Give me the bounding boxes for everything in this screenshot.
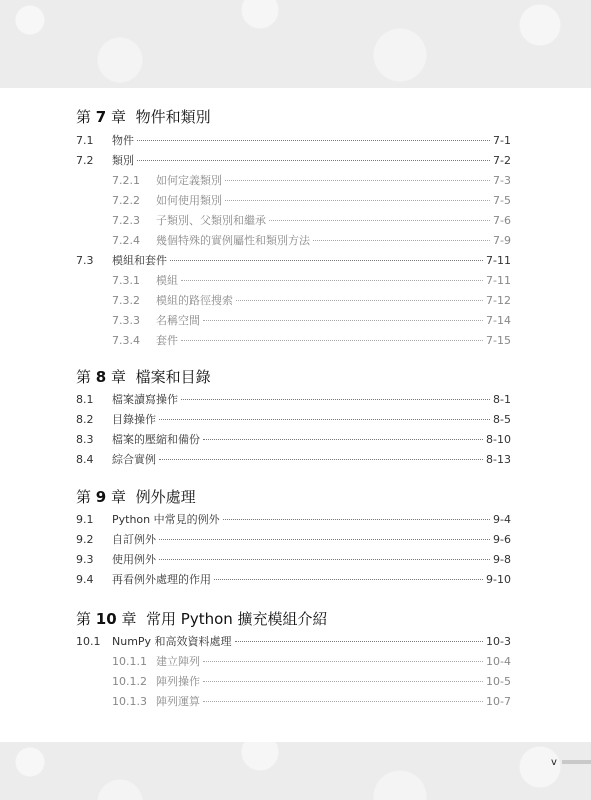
entry-number: 7.2 bbox=[76, 154, 94, 167]
entry-number: 8.3 bbox=[76, 433, 94, 446]
page-number: v bbox=[551, 757, 557, 768]
entry-page: 7-14 bbox=[486, 314, 511, 327]
entry-number: 7.3.1 bbox=[112, 274, 140, 287]
toc-subentry[interactable] bbox=[76, 653, 511, 671]
toc-entry[interactable] bbox=[76, 431, 511, 449]
chapter-title: 檔案和目錄 bbox=[135, 368, 211, 386]
entry-page: 9-6 bbox=[493, 533, 511, 546]
entry-number: 9.3 bbox=[76, 553, 94, 566]
dot-leader bbox=[203, 681, 483, 682]
toc-subentry[interactable] bbox=[76, 693, 511, 711]
entry-title: 模組和套件 bbox=[112, 254, 167, 267]
toc-subentry[interactable] bbox=[76, 332, 511, 350]
entry-page: 7-3 bbox=[493, 174, 511, 187]
chapter-number: 8 bbox=[95, 368, 107, 386]
toc-entry[interactable] bbox=[76, 571, 511, 589]
entry-number: 8.4 bbox=[76, 453, 94, 466]
entry-title: NumPy 和高效資料處理 bbox=[112, 635, 232, 648]
entry-page: 7-6 bbox=[493, 214, 511, 227]
page-number-rule bbox=[562, 760, 591, 764]
toc-subentry[interactable] bbox=[76, 232, 511, 250]
entry-title: 類別 bbox=[112, 154, 134, 167]
entry-title: 如何使用類別 bbox=[156, 194, 222, 207]
entry-number: 9.2 bbox=[76, 533, 94, 546]
entry-title: 目錄操作 bbox=[112, 413, 156, 426]
entry-number: 9.1 bbox=[76, 513, 94, 526]
toc-entry[interactable] bbox=[76, 132, 511, 150]
entry-page: 7-1 bbox=[493, 134, 511, 147]
entry-page: 10-5 bbox=[486, 675, 511, 688]
entry-page: 9-4 bbox=[493, 513, 511, 526]
toc-subentry[interactable] bbox=[76, 192, 511, 210]
chapter-heading bbox=[76, 366, 211, 387]
toc-subentry[interactable] bbox=[76, 212, 511, 230]
entry-page: 9-10 bbox=[486, 573, 511, 586]
dot-leader bbox=[214, 579, 483, 580]
entry-number: 9.4 bbox=[76, 573, 94, 586]
chapter-title: 物件和類別 bbox=[135, 108, 211, 126]
entry-page: 10-3 bbox=[486, 635, 511, 648]
entry-page: 7-2 bbox=[493, 154, 511, 167]
dot-leader bbox=[223, 519, 490, 520]
dot-leader bbox=[225, 200, 490, 201]
dot-leader bbox=[203, 320, 483, 321]
chapter-title: 例外處理 bbox=[135, 488, 196, 506]
chapter-prefix: 第 bbox=[76, 108, 92, 126]
entry-title: Python 中常見的例外 bbox=[112, 513, 220, 526]
chapter-prefix: 第 bbox=[76, 610, 92, 628]
dot-leader bbox=[181, 399, 490, 400]
entry-title: 使用例外 bbox=[112, 553, 156, 566]
chapter-number: 9 bbox=[95, 488, 107, 506]
entry-title: 如何定義類別 bbox=[156, 174, 222, 187]
toc-entry[interactable] bbox=[76, 451, 511, 469]
chapter-suffix: 章 bbox=[111, 368, 127, 386]
chapter-prefix: 第 bbox=[76, 488, 92, 506]
chapter-suffix: 章 bbox=[111, 108, 127, 126]
entry-title: 套件 bbox=[156, 334, 178, 347]
entry-page: 7-15 bbox=[486, 334, 511, 347]
dot-leader bbox=[313, 240, 490, 241]
dot-leader bbox=[203, 661, 483, 662]
chapter-suffix: 章 bbox=[111, 488, 127, 506]
entry-page: 8-5 bbox=[493, 413, 511, 426]
chapter-number: 10 bbox=[95, 610, 117, 628]
toc-entry[interactable] bbox=[76, 531, 511, 549]
toc-entry[interactable] bbox=[76, 391, 511, 409]
entry-page: 7-9 bbox=[493, 234, 511, 247]
entry-number: 7.2.4 bbox=[112, 234, 140, 247]
dot-leader bbox=[159, 559, 490, 560]
entry-title: 檔案讀寫操作 bbox=[112, 393, 178, 406]
entry-number: 7.2.2 bbox=[112, 194, 140, 207]
entry-number: 10.1.2 bbox=[112, 675, 147, 688]
entry-title: 模組 bbox=[156, 274, 178, 287]
toc-subentry[interactable] bbox=[76, 172, 511, 190]
entry-number: 7.3.3 bbox=[112, 314, 140, 327]
entry-title: 檔案的壓縮和備份 bbox=[112, 433, 200, 446]
dot-leader bbox=[181, 280, 483, 281]
entry-number: 8.1 bbox=[76, 393, 94, 406]
entry-page: 9-8 bbox=[493, 553, 511, 566]
entry-page: 8-10 bbox=[486, 433, 511, 446]
entry-page: 7-11 bbox=[486, 274, 511, 287]
entry-page: 7-12 bbox=[486, 294, 511, 307]
entry-title: 自訂例外 bbox=[112, 533, 156, 546]
entry-number: 10.1.1 bbox=[112, 655, 147, 668]
entry-title: 再看例外處理的作用 bbox=[112, 573, 211, 586]
dot-leader bbox=[170, 260, 483, 261]
entry-number: 7.3.4 bbox=[112, 334, 140, 347]
dot-leader bbox=[137, 160, 490, 161]
dot-leader bbox=[159, 419, 490, 420]
entry-number: 7.2.1 bbox=[112, 174, 140, 187]
entry-title: 子類別、父類別和繼承 bbox=[156, 214, 266, 227]
entry-title: 模組的路徑搜索 bbox=[156, 294, 233, 307]
dot-leader bbox=[203, 439, 483, 440]
entry-number: 7.2.3 bbox=[112, 214, 140, 227]
entry-title: 陣列運算 bbox=[156, 695, 200, 708]
toc-subentry[interactable] bbox=[76, 292, 511, 310]
entry-number: 7.3 bbox=[76, 254, 94, 267]
entry-number: 7.3.2 bbox=[112, 294, 140, 307]
toc-entry[interactable] bbox=[76, 511, 511, 529]
chapter-heading bbox=[76, 608, 328, 629]
entry-number: 7.1 bbox=[76, 134, 94, 147]
toc-entry[interactable] bbox=[76, 633, 511, 651]
entry-title: 物件 bbox=[112, 134, 134, 147]
entry-page: 8-1 bbox=[493, 393, 511, 406]
dot-leader bbox=[225, 180, 490, 181]
entry-number: 10.1.3 bbox=[112, 695, 147, 708]
toc-entry[interactable] bbox=[76, 152, 511, 170]
entry-number: 10.1 bbox=[76, 635, 101, 648]
entry-page: 7-11 bbox=[486, 254, 511, 267]
header-decoration bbox=[0, 0, 591, 88]
chapter-title: 常用 Python 擴充模組介紹 bbox=[146, 610, 328, 628]
chapter-suffix: 章 bbox=[121, 610, 137, 628]
dot-leader bbox=[181, 340, 483, 341]
dot-leader bbox=[236, 300, 483, 301]
dot-leader bbox=[159, 539, 490, 540]
entry-title: 建立陣列 bbox=[156, 655, 200, 668]
entry-page: 10-7 bbox=[486, 695, 511, 708]
entry-page: 10-4 bbox=[486, 655, 511, 668]
toc-entry[interactable] bbox=[76, 411, 511, 429]
entry-title: 陣列操作 bbox=[156, 675, 200, 688]
dot-leader bbox=[159, 459, 483, 460]
chapter-heading bbox=[76, 106, 211, 127]
entry-page: 7-5 bbox=[493, 194, 511, 207]
footer-decoration bbox=[0, 742, 591, 800]
dot-leader bbox=[235, 641, 483, 642]
toc-subentry[interactable] bbox=[76, 272, 511, 290]
entry-title: 幾個特殊的實例屬性和類別方法 bbox=[156, 234, 310, 247]
chapter-number: 7 bbox=[95, 108, 107, 126]
entry-number: 8.2 bbox=[76, 413, 94, 426]
entry-page: 8-13 bbox=[486, 453, 511, 466]
entry-title: 綜合實例 bbox=[112, 453, 156, 466]
toc-subentry[interactable] bbox=[76, 673, 511, 691]
chapter-heading bbox=[76, 486, 196, 507]
dot-leader bbox=[203, 701, 483, 702]
chapter-prefix: 第 bbox=[76, 368, 92, 386]
toc-entry[interactable] bbox=[76, 551, 511, 569]
entry-title: 名稱空間 bbox=[156, 314, 200, 327]
dot-leader bbox=[137, 140, 490, 141]
dot-leader bbox=[269, 220, 490, 221]
toc-entry[interactable] bbox=[76, 252, 511, 270]
toc-subentry[interactable] bbox=[76, 312, 511, 330]
